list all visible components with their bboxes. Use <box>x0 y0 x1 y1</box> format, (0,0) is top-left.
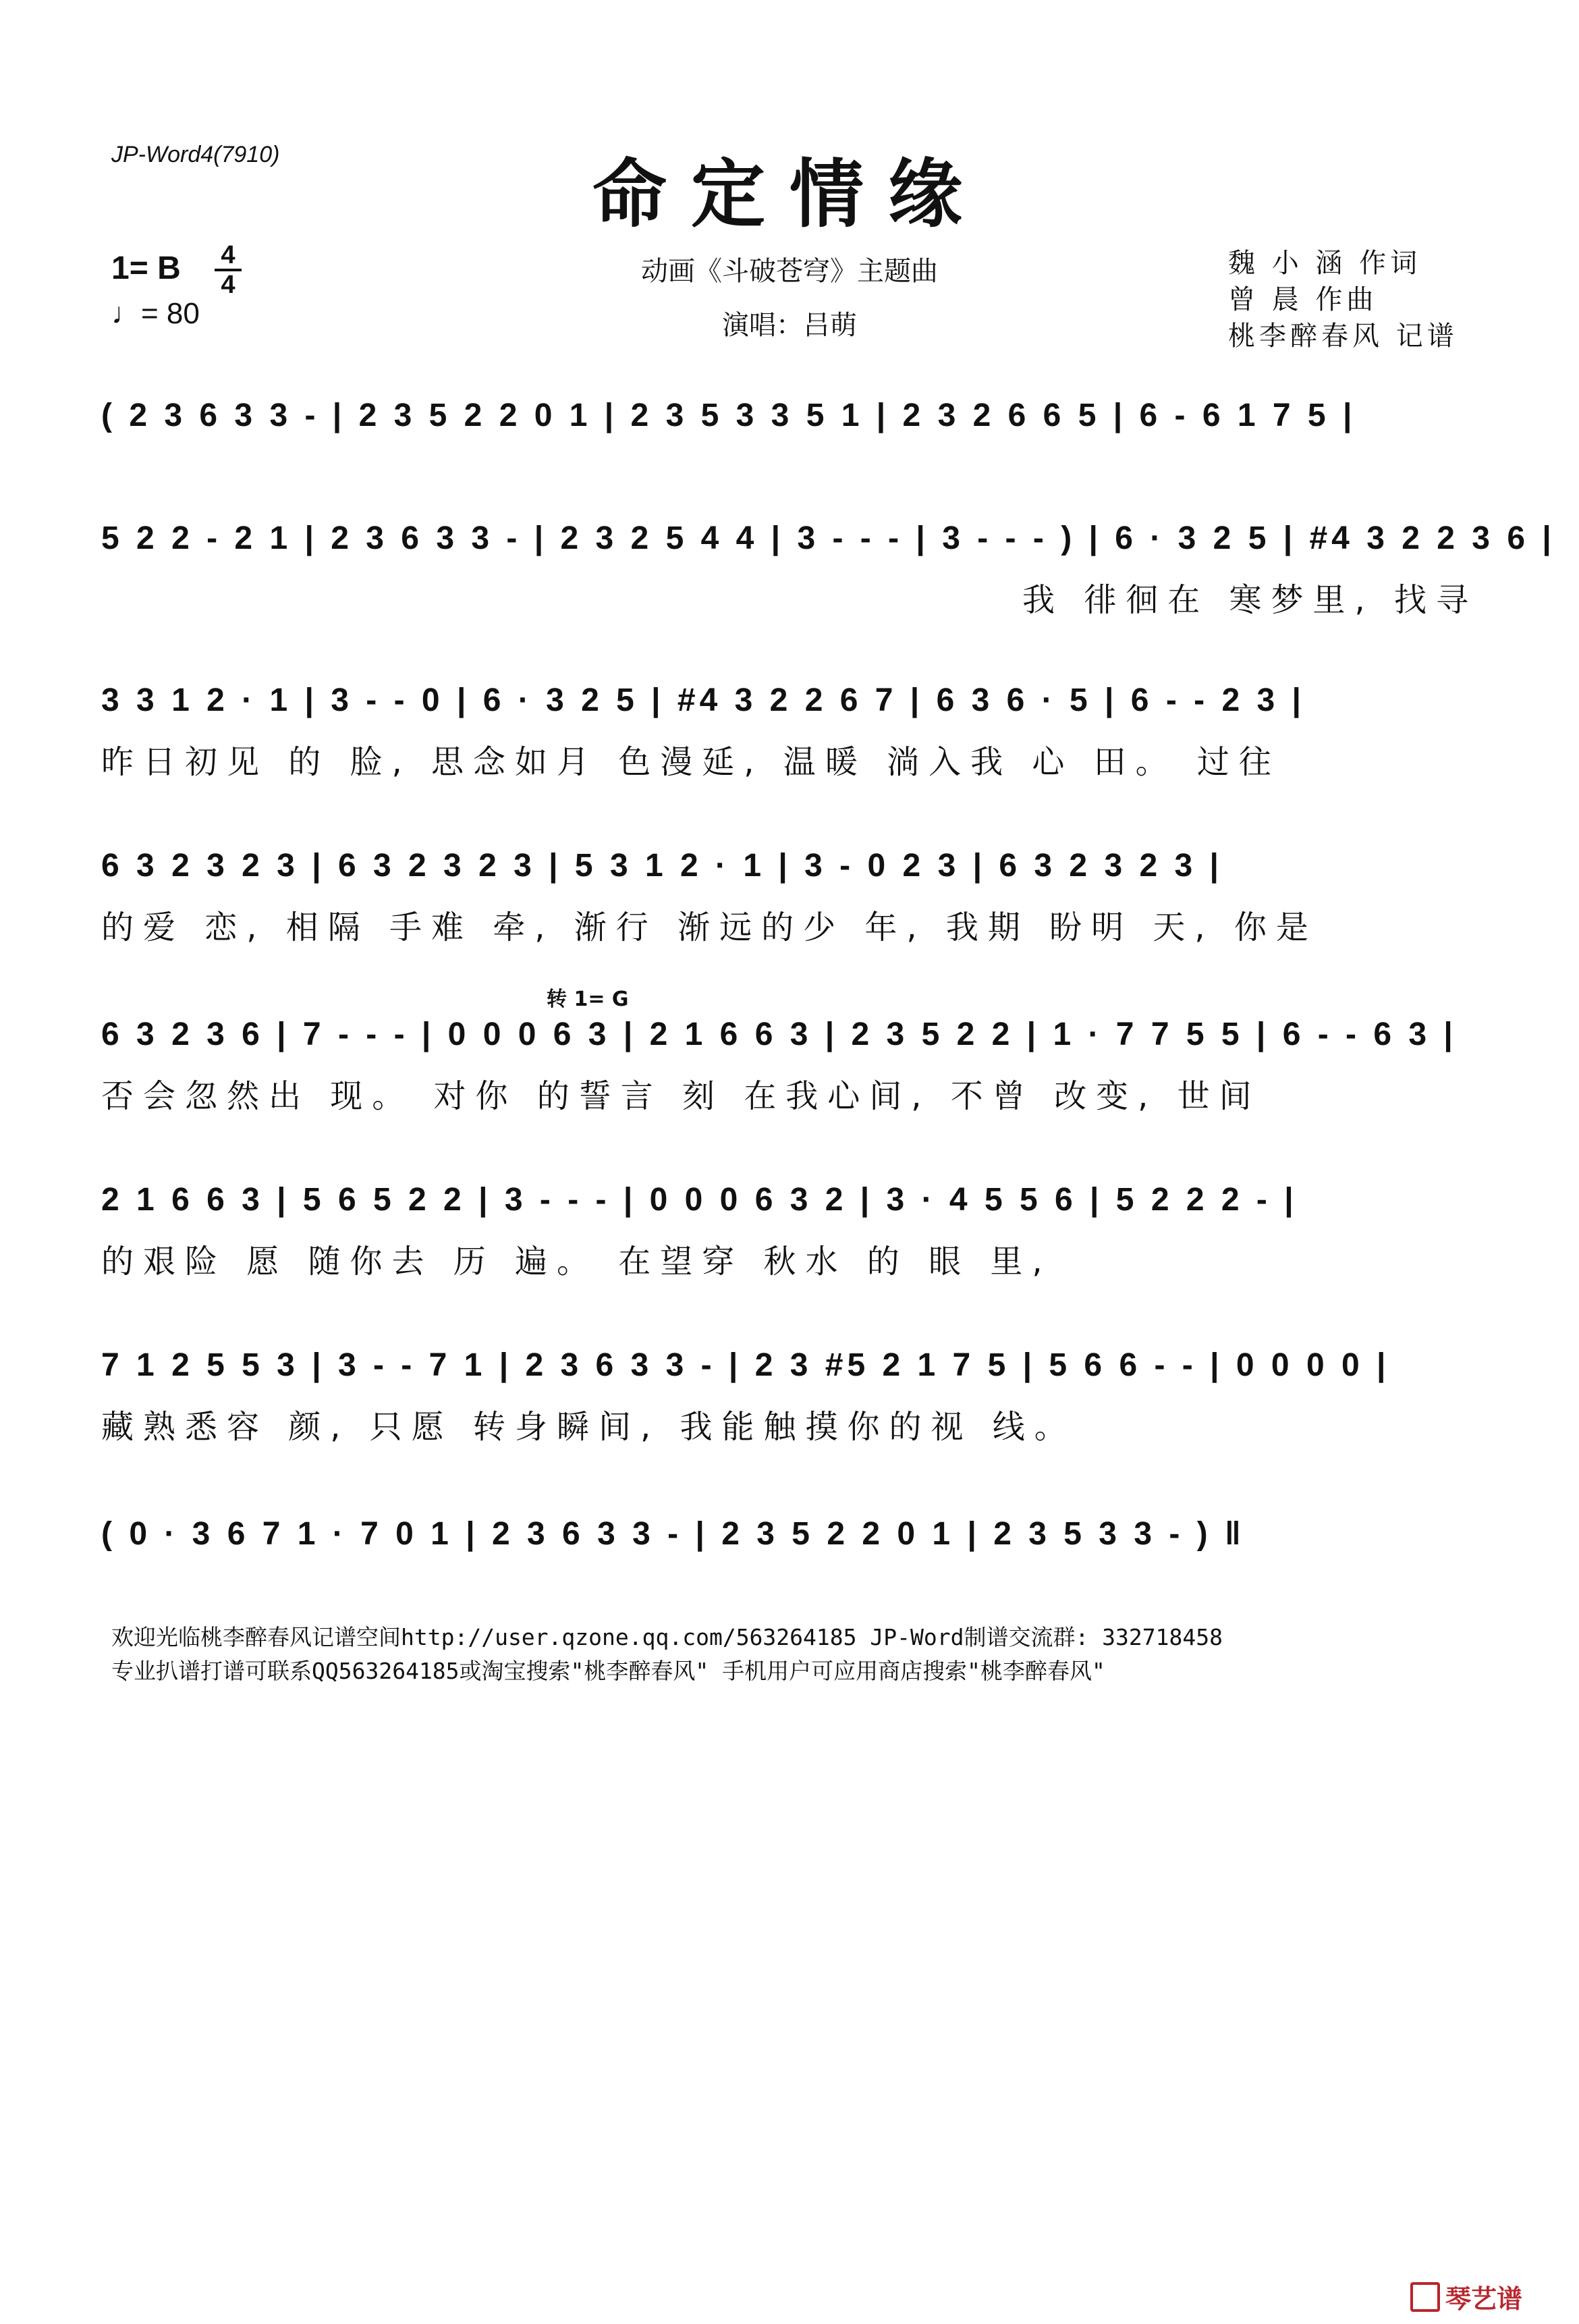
score-line-7: 7 1 2 5 5 3 | 3 - - 7 1 | 2 3 6 3 3 - | 2 3 #5 2 1 7 5 | 5 6 6 - - | 0 0 0 0 | <box>101 1347 1390 1383</box>
modulation-marking: 转 1= G <box>547 988 629 1011</box>
logo-icon <box>1410 2282 1440 2312</box>
song-title: 命定情缘 <box>592 151 987 238</box>
lyric-line-3: 昨日初见 的 脸, 思念如月 色漫延, 温暖 淌入我 心 田。 过往 <box>101 743 1281 781</box>
footer-line-1: 欢迎光临桃李醉春风记谱空间http://user.qzone.qq.com/563264185 JP-Word制谱交流群: 332718458 <box>111 1624 1223 1650</box>
lyric-line-2: 我 徘徊在 寒梦里, 找寻 <box>1022 581 1478 619</box>
time-signature-top: 4 <box>221 241 236 269</box>
transcriber-credit: 桃李醉春风 记谱 <box>1228 321 1458 352</box>
score-line-2: 5 2 2 - 2 1 | 2 3 6 3 3 - | 2 3 2 5 4 4 | 3 - - - | 3 - - - ) | 6 · 3 2 5 | #4 3 2 2 3 6 | <box>101 520 1555 556</box>
time-signature-bottom: 4 <box>221 271 236 299</box>
score-line-5: 6 3 2 3 6 | 7 - - - | 0 0 0 6 3 | 2 1 6 6 3 | 2 3 5 2 2 | 1 · 7 7 5 5 | 6 - - 6 3 | <box>101 1017 1457 1052</box>
lyricist-credit: 魏 小 涵 作词 <box>1228 248 1422 279</box>
software-label: JP-Word4(7910) <box>111 142 280 167</box>
lyric-line-6: 的艰险 愿 随你去 历 遍。 在望穿 秋水 的 眼 里, <box>101 1243 1052 1280</box>
score-line-8: ( 0 · 3 6 7 1 · 7 0 1 | 2 3 6 3 3 - | 2 3 5 2 2 0 1 | 2 3 5 3 3 - ) ‖ <box>101 1516 1245 1552</box>
watermark-text: 琴艺谱 <box>1445 2284 1523 2314</box>
subtitle: 动画《斗破苍穹》主题曲 <box>641 256 938 287</box>
watermark-logo <box>1410 2278 1522 2315</box>
score-line-3: 3 3 1 2 · 1 | 3 - - 0 | 6 · 3 2 5 | #4 3 2 2 6 7 | 6 3 6 · 5 | 6 - - 2 3 | <box>101 682 1305 718</box>
tempo-marking: ♩= 80 <box>111 297 200 330</box>
footer-line-2: 专业扒谱打谱可联系QQ563264185或淘宝搜索"桃李醉春风" 手机用户可应用商店搜索"桃李醉春风" <box>111 1658 1105 1684</box>
score-line-4: 6 3 2 3 2 3 | 6 3 2 3 2 3 | 5 3 1 2 · 1 | 3 - 0 2 3 | 6 3 2 3 2 3 | <box>101 848 1223 884</box>
lyric-line-7: 藏熟悉容 颜, 只愿 转身瞬间, 我能触摸你的视 线。 <box>101 1408 1076 1446</box>
composer-credit: 曾 晨 作曲 <box>1228 284 1378 315</box>
lyric-line-4: 的爱 恋, 相隔 手难 牵, 渐行 渐远的少 年, 我期 盼明 天, 你是 <box>101 909 1318 946</box>
score-line-6: 2 1 6 6 3 | 5 6 5 2 2 | 3 - - - | 0 0 0 6 3 2 | 3 · 4 5 5 6 | 5 2 2 2 - | <box>101 1182 1298 1218</box>
score-line-1: ( 2 3 6 3 3 - | 2 3 5 2 2 0 1 | 2 3 5 3 3 5 1 | 2 3 2 6 6 5 | 6 - 6 1 7 5 | <box>101 398 1356 433</box>
singer-credit: 演唱：吕萌 <box>722 310 857 341</box>
key-signature: 1= B <box>111 250 181 286</box>
lyric-line-5: 否会忽然出 现。 对你 的誓言 刻 在我心间, 不曾 改变, 世间 <box>101 1077 1261 1115</box>
